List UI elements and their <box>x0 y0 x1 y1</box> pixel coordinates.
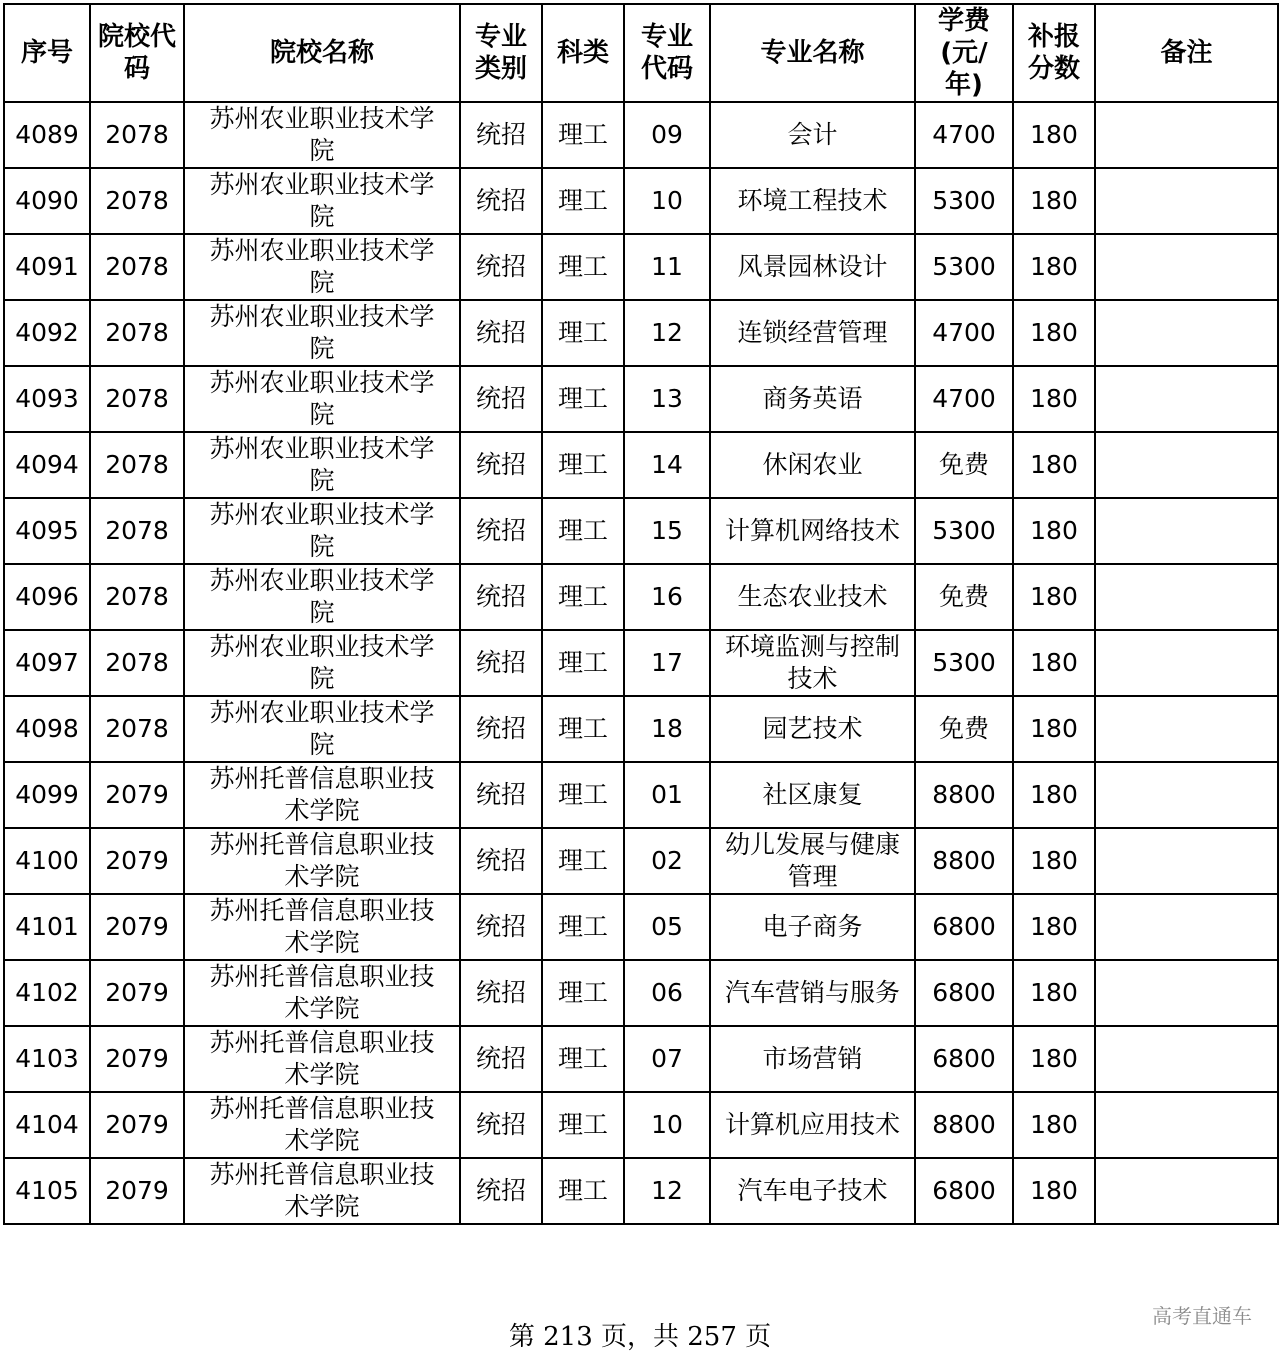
cell-major-type: 统招 <box>460 102 542 168</box>
cell-subject: 理工 <box>542 168 624 234</box>
cell-major-code: 09 <box>624 102 710 168</box>
table-row <box>4 432 1278 498</box>
cell-tuition: 免费 <box>915 564 1013 630</box>
cell-tuition: 6800 <box>915 960 1013 1026</box>
cell-subject: 理工 <box>542 564 624 630</box>
header-seq: 序号 <box>4 4 90 102</box>
cell-major-name: 汽车电子技术 <box>710 1158 915 1224</box>
cell-seq: 4102 <box>4 960 90 1026</box>
cell-major-type: 统招 <box>460 168 542 234</box>
cell-seq: 4093 <box>4 366 90 432</box>
cell-major-code: 07 <box>624 1026 710 1092</box>
cell-school-code: 2079 <box>90 960 184 1026</box>
cell-seq: 4100 <box>4 828 90 894</box>
cell-major-name: 园艺技术 <box>710 696 915 762</box>
cell-school-code: 2079 <box>90 1158 184 1224</box>
admission-table <box>3 3 1279 1225</box>
cell-seq: 4092 <box>4 300 90 366</box>
cell-major-name: 生态农业技术 <box>710 564 915 630</box>
cell-remarks <box>1095 498 1278 564</box>
cell-subject: 理工 <box>542 498 624 564</box>
cell-major-name: 计算机应用技术 <box>710 1092 915 1158</box>
cell-subject: 理工 <box>542 696 624 762</box>
table-row <box>4 498 1278 564</box>
cell-major-code: 16 <box>624 564 710 630</box>
table-row <box>4 1092 1278 1158</box>
cell-major-type: 统招 <box>460 960 542 1026</box>
cell-major-name: 社区康复 <box>710 762 915 828</box>
cell-seq: 4099 <box>4 762 90 828</box>
cell-seq: 4101 <box>4 894 90 960</box>
cell-score: 180 <box>1013 1158 1095 1224</box>
cell-remarks <box>1095 828 1278 894</box>
cell-remarks <box>1095 432 1278 498</box>
cell-remarks <box>1095 102 1278 168</box>
cell-school-name: 苏州农业职业技术学 院 <box>184 234 460 300</box>
cell-remarks <box>1095 696 1278 762</box>
cell-major-name: 幼儿发展与健康 管理 <box>710 828 915 894</box>
cell-major-name: 环境工程技术 <box>710 168 915 234</box>
cell-major-code: 12 <box>624 300 710 366</box>
table-row <box>4 564 1278 630</box>
cell-remarks <box>1095 1026 1278 1092</box>
table-body <box>4 102 1278 1224</box>
cell-major-name: 电子商务 <box>710 894 915 960</box>
cell-score: 180 <box>1013 960 1095 1026</box>
cell-major-type: 统招 <box>460 1026 542 1092</box>
cell-seq: 4091 <box>4 234 90 300</box>
cell-major-type: 统招 <box>460 432 542 498</box>
cell-remarks <box>1095 300 1278 366</box>
cell-school-name: 苏州托普信息职业技 术学院 <box>184 1092 460 1158</box>
cell-subject: 理工 <box>542 762 624 828</box>
cell-school-code: 2078 <box>90 168 184 234</box>
cell-tuition: 8800 <box>915 828 1013 894</box>
table-row <box>4 762 1278 828</box>
cell-score: 180 <box>1013 1026 1095 1092</box>
table-row <box>4 366 1278 432</box>
header-major-code: 专业 代码 <box>624 4 710 102</box>
cell-subject: 理工 <box>542 894 624 960</box>
cell-major-code: 05 <box>624 894 710 960</box>
table-row <box>4 630 1278 696</box>
cell-subject: 理工 <box>542 432 624 498</box>
header-school-code: 院校代 码 <box>90 4 184 102</box>
cell-school-code: 2078 <box>90 300 184 366</box>
cell-school-code: 2078 <box>90 366 184 432</box>
cell-school-code: 2078 <box>90 498 184 564</box>
cell-major-code: 15 <box>624 498 710 564</box>
cell-tuition: 4700 <box>915 366 1013 432</box>
cell-remarks <box>1095 168 1278 234</box>
cell-seq: 4095 <box>4 498 90 564</box>
cell-seq: 4094 <box>4 432 90 498</box>
cell-school-name: 苏州农业职业技术学 院 <box>184 300 460 366</box>
cell-seq: 4096 <box>4 564 90 630</box>
cell-remarks <box>1095 366 1278 432</box>
header-remarks: 备注 <box>1095 4 1278 102</box>
cell-major-code: 10 <box>624 1092 710 1158</box>
table-row <box>4 234 1278 300</box>
cell-school-code: 2078 <box>90 432 184 498</box>
cell-school-code: 2078 <box>90 234 184 300</box>
cell-remarks <box>1095 1158 1278 1224</box>
header-score: 补报 分数 <box>1013 4 1095 102</box>
table-row <box>4 894 1278 960</box>
cell-major-type: 统招 <box>460 894 542 960</box>
cell-major-name: 环境监测与控制 技术 <box>710 630 915 696</box>
cell-school-name: 苏州农业职业技术学 院 <box>184 432 460 498</box>
cell-school-name: 苏州农业职业技术学 院 <box>184 564 460 630</box>
cell-school-name: 苏州托普信息职业技 术学院 <box>184 762 460 828</box>
cell-remarks <box>1095 630 1278 696</box>
header-major-type: 专业 类别 <box>460 4 542 102</box>
cell-score: 180 <box>1013 366 1095 432</box>
table-row <box>4 102 1278 168</box>
cell-subject: 理工 <box>542 630 624 696</box>
cell-score: 180 <box>1013 630 1095 696</box>
cell-school-name: 苏州农业职业技术学 院 <box>184 696 460 762</box>
cell-score: 180 <box>1013 498 1095 564</box>
header-major-name: 专业名称 <box>710 4 915 102</box>
cell-tuition: 8800 <box>915 762 1013 828</box>
cell-major-name: 休闲农业 <box>710 432 915 498</box>
cell-subject: 理工 <box>542 366 624 432</box>
cell-school-name: 苏州托普信息职业技 术学院 <box>184 1158 460 1224</box>
cell-tuition: 免费 <box>915 696 1013 762</box>
cell-subject: 理工 <box>542 1092 624 1158</box>
header-school-name: 院校名称 <box>184 4 460 102</box>
cell-major-name: 计算机网络技术 <box>710 498 915 564</box>
cell-school-name: 苏州托普信息职业技 术学院 <box>184 894 460 960</box>
table-row <box>4 1158 1278 1224</box>
cell-tuition: 6800 <box>915 894 1013 960</box>
cell-school-code: 2079 <box>90 762 184 828</box>
cell-major-name: 商务英语 <box>710 366 915 432</box>
cell-major-type: 统招 <box>460 828 542 894</box>
cell-school-code: 2078 <box>90 564 184 630</box>
cell-major-type: 统招 <box>460 1092 542 1158</box>
cell-subject: 理工 <box>542 300 624 366</box>
table-row <box>4 300 1278 366</box>
cell-school-name: 苏州农业职业技术学 院 <box>184 498 460 564</box>
cell-subject: 理工 <box>542 1158 624 1224</box>
cell-school-code: 2078 <box>90 630 184 696</box>
cell-major-name: 风景园林设计 <box>710 234 915 300</box>
cell-tuition: 5300 <box>915 234 1013 300</box>
cell-score: 180 <box>1013 762 1095 828</box>
cell-seq: 4105 <box>4 1158 90 1224</box>
cell-major-code: 10 <box>624 168 710 234</box>
table-row <box>4 168 1278 234</box>
cell-school-code: 2079 <box>90 1026 184 1092</box>
cell-seq: 4104 <box>4 1092 90 1158</box>
cell-seq: 4103 <box>4 1026 90 1092</box>
cell-seq: 4089 <box>4 102 90 168</box>
cell-major-code: 18 <box>624 696 710 762</box>
cell-major-name: 会计 <box>710 102 915 168</box>
cell-score: 180 <box>1013 432 1095 498</box>
cell-tuition: 5300 <box>915 168 1013 234</box>
cell-major-name: 连锁经营管理 <box>710 300 915 366</box>
table-row <box>4 828 1278 894</box>
cell-tuition: 5300 <box>915 630 1013 696</box>
cell-remarks <box>1095 564 1278 630</box>
header-row <box>4 4 1278 102</box>
cell-seq: 4097 <box>4 630 90 696</box>
cell-remarks <box>1095 1092 1278 1158</box>
cell-score: 180 <box>1013 102 1095 168</box>
cell-school-name: 苏州托普信息职业技 术学院 <box>184 960 460 1026</box>
cell-tuition: 4700 <box>915 300 1013 366</box>
cell-subject: 理工 <box>542 960 624 1026</box>
cell-school-name: 苏州农业职业技术学 院 <box>184 102 460 168</box>
cell-score: 180 <box>1013 300 1095 366</box>
cell-major-type: 统招 <box>460 564 542 630</box>
cell-school-code: 2079 <box>90 1092 184 1158</box>
cell-major-code: 01 <box>624 762 710 828</box>
cell-major-name: 市场营销 <box>710 1026 915 1092</box>
cell-school-name: 苏州托普信息职业技 术学院 <box>184 1026 460 1092</box>
cell-school-code: 2078 <box>90 102 184 168</box>
watermark: 高考直通车 <box>1152 1304 1252 1328</box>
cell-major-type: 统招 <box>460 762 542 828</box>
cell-major-code: 11 <box>624 234 710 300</box>
cell-major-type: 统招 <box>460 300 542 366</box>
cell-score: 180 <box>1013 1092 1095 1158</box>
cell-remarks <box>1095 234 1278 300</box>
cell-score: 180 <box>1013 828 1095 894</box>
cell-tuition: 6800 <box>915 1026 1013 1092</box>
cell-major-code: 17 <box>624 630 710 696</box>
cell-seq: 4090 <box>4 168 90 234</box>
cell-score: 180 <box>1013 168 1095 234</box>
cell-school-code: 2078 <box>90 696 184 762</box>
table-row <box>4 696 1278 762</box>
cell-major-code: 14 <box>624 432 710 498</box>
cell-school-name: 苏州农业职业技术学 院 <box>184 366 460 432</box>
cell-seq: 4098 <box>4 696 90 762</box>
cell-score: 180 <box>1013 894 1095 960</box>
cell-remarks <box>1095 960 1278 1026</box>
cell-major-type: 统招 <box>460 696 542 762</box>
cell-major-code: 06 <box>624 960 710 1026</box>
cell-major-type: 统招 <box>460 366 542 432</box>
cell-remarks <box>1095 762 1278 828</box>
cell-tuition: 8800 <box>915 1092 1013 1158</box>
cell-major-type: 统招 <box>460 234 542 300</box>
cell-major-type: 统招 <box>460 1158 542 1224</box>
cell-score: 180 <box>1013 564 1095 630</box>
cell-school-name: 苏州农业职业技术学 院 <box>184 168 460 234</box>
table-row <box>4 1026 1278 1092</box>
cell-major-name: 汽车营销与服务 <box>710 960 915 1026</box>
cell-major-code: 13 <box>624 366 710 432</box>
page-number: 第 213 页，共 257 页 <box>508 1322 772 1352</box>
cell-subject: 理工 <box>542 102 624 168</box>
cell-tuition: 免费 <box>915 432 1013 498</box>
cell-school-name: 苏州农业职业技术学 院 <box>184 630 460 696</box>
cell-major-code: 12 <box>624 1158 710 1224</box>
cell-school-name: 苏州托普信息职业技 术学院 <box>184 828 460 894</box>
cell-subject: 理工 <box>542 828 624 894</box>
table-row <box>4 960 1278 1026</box>
header-subject: 科类 <box>542 4 624 102</box>
cell-subject: 理工 <box>542 1026 624 1092</box>
cell-tuition: 6800 <box>915 1158 1013 1224</box>
cell-score: 180 <box>1013 696 1095 762</box>
cell-score: 180 <box>1013 234 1095 300</box>
cell-tuition: 5300 <box>915 498 1013 564</box>
cell-school-code: 2079 <box>90 828 184 894</box>
cell-subject: 理工 <box>542 234 624 300</box>
cell-major-code: 02 <box>624 828 710 894</box>
header-tuition: 学费 (元/ 年) <box>915 4 1013 102</box>
cell-major-type: 统招 <box>460 498 542 564</box>
cell-remarks <box>1095 894 1278 960</box>
cell-major-type: 统招 <box>460 630 542 696</box>
cell-tuition: 4700 <box>915 102 1013 168</box>
cell-school-code: 2079 <box>90 894 184 960</box>
